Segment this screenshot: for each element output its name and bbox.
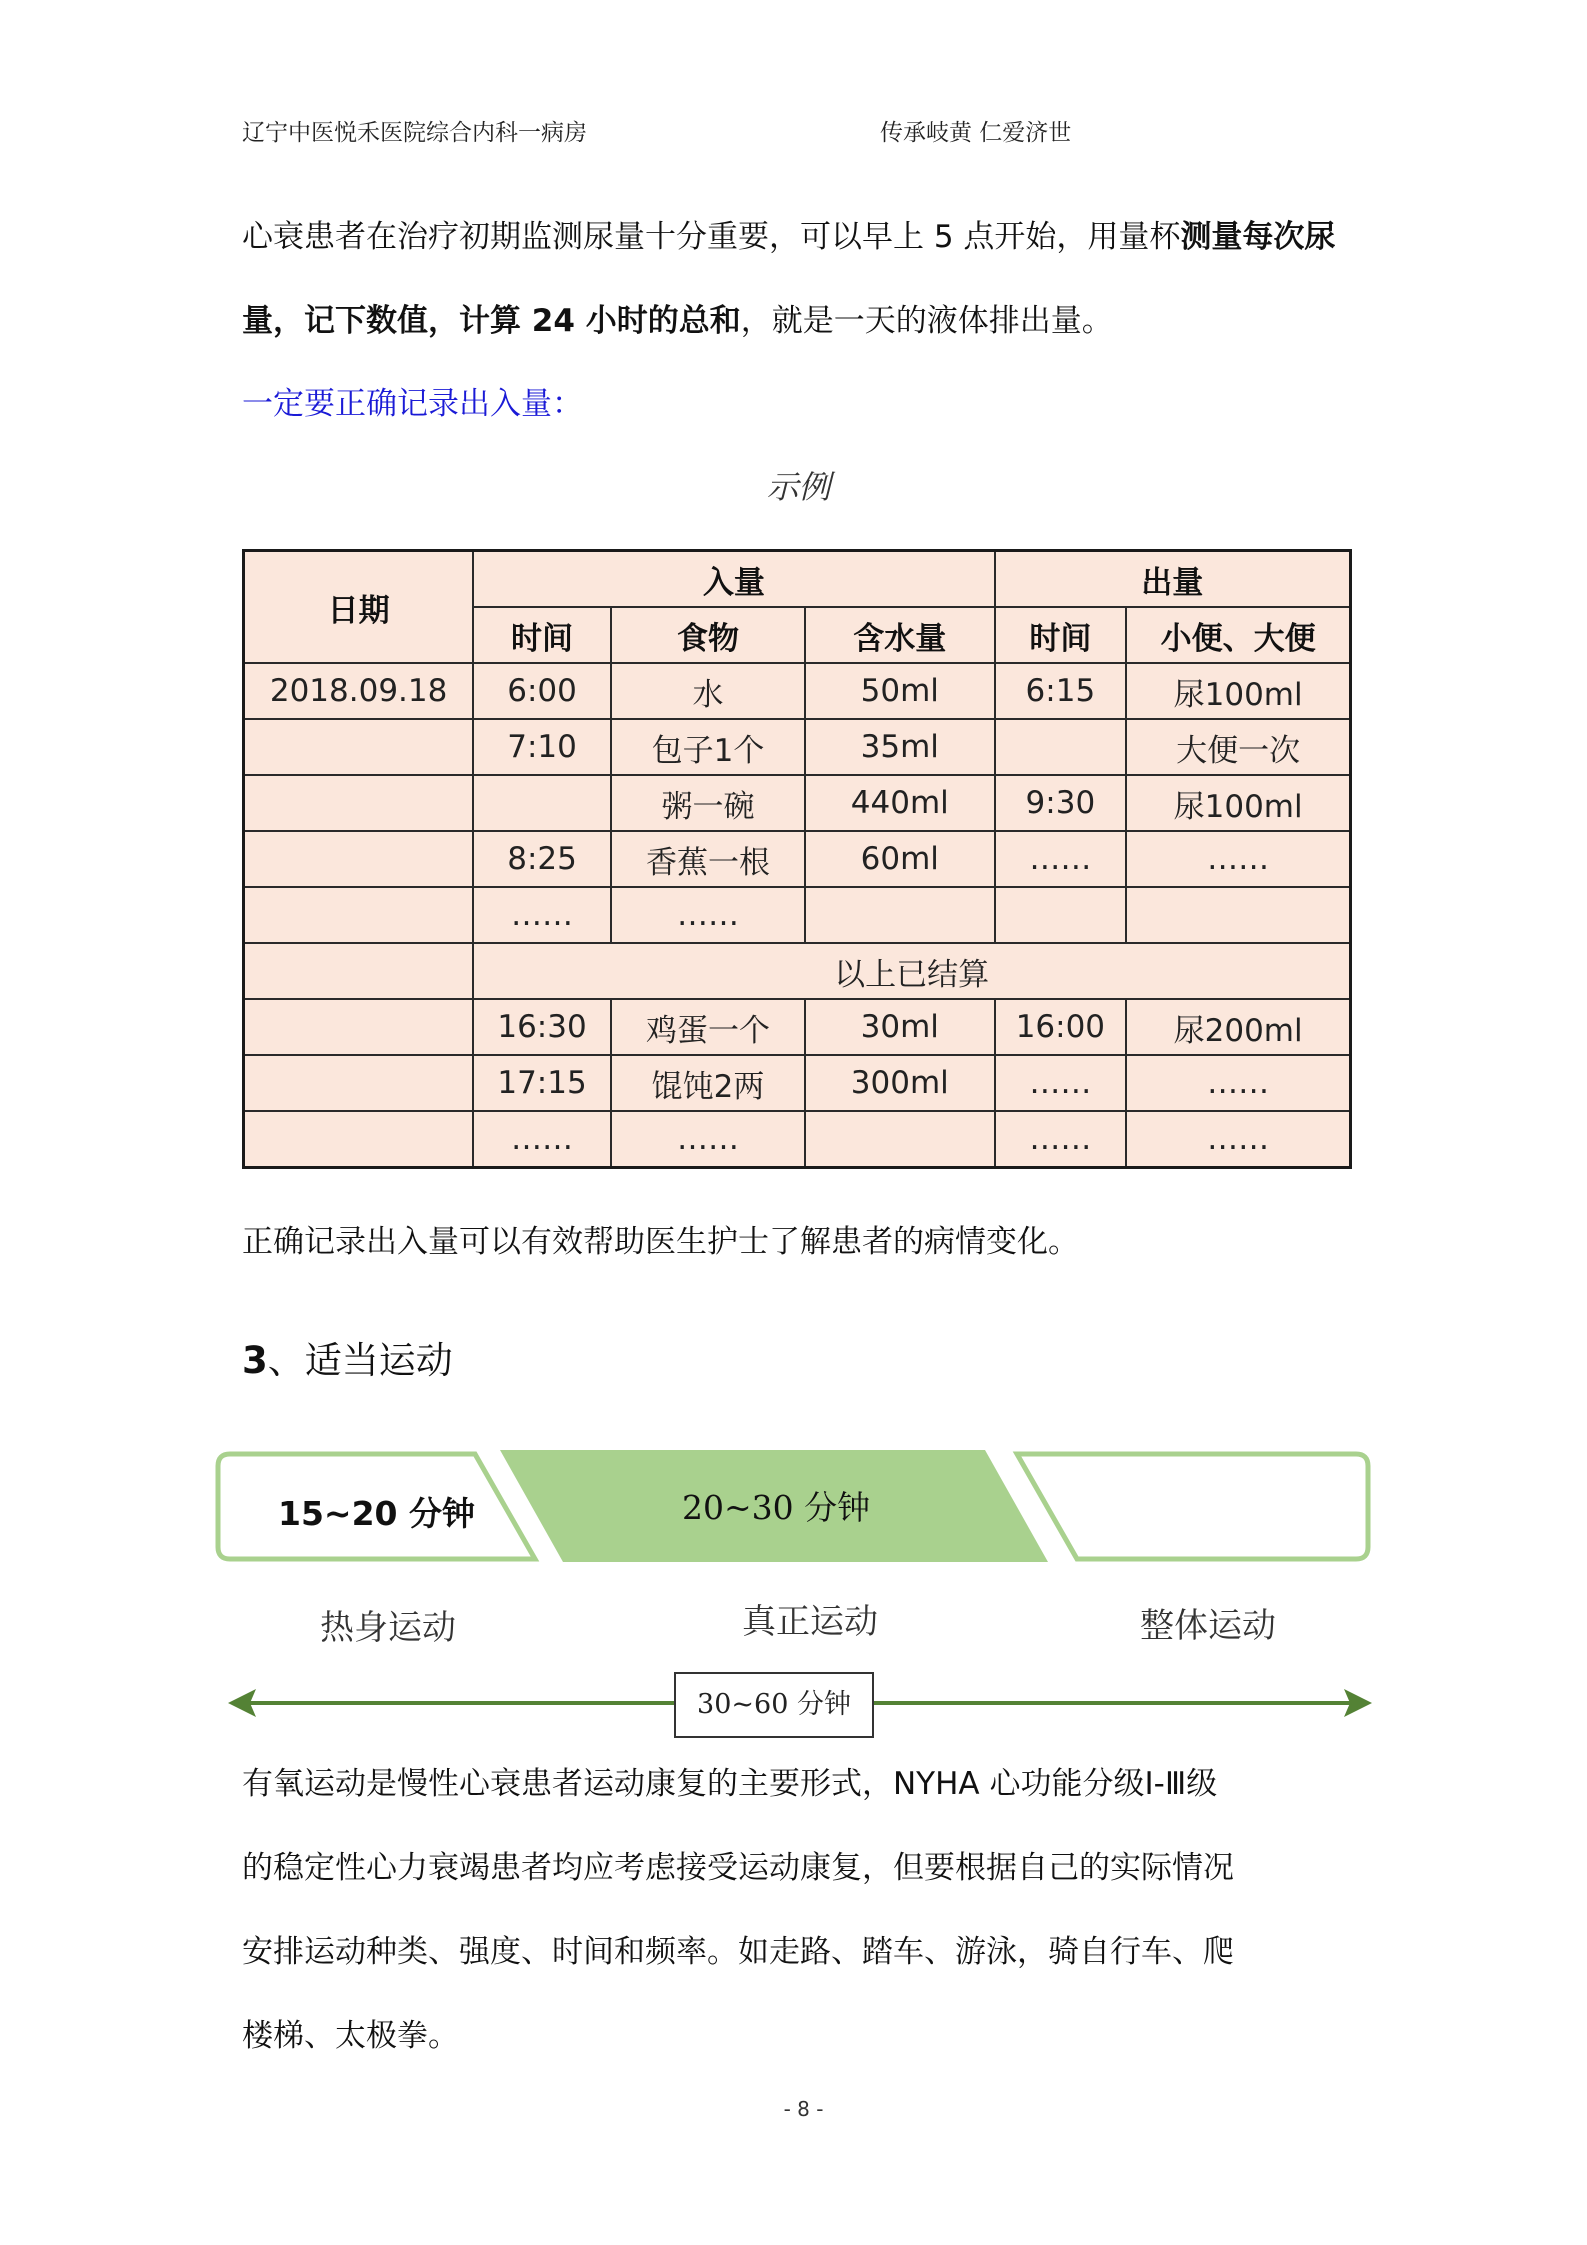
header-hospital-name: 辽宁中医悦禾医院综合内科一病房 bbox=[242, 120, 587, 146]
col-output: 出量 bbox=[995, 551, 1351, 608]
warmup-label: 热身运动 bbox=[320, 1608, 456, 1648]
intro-line2-bold: 量，记下数值，计算 24 小时的总和 bbox=[242, 303, 741, 339]
exercise-line-4: 楼梯、太极拳。 bbox=[242, 2018, 459, 2054]
table-cell: …… bbox=[995, 831, 1127, 887]
table-cell: 7:10 bbox=[473, 719, 611, 775]
record-note: 正确记录出入量可以有效帮助医生护士了解患者的病情变化。 bbox=[242, 1224, 1079, 1260]
table-cell: …… bbox=[1126, 831, 1350, 887]
table-cell: 尿100ml bbox=[1126, 663, 1350, 719]
table-cell: …… bbox=[473, 887, 611, 943]
table-cell: 6:00 bbox=[473, 663, 611, 719]
table-cell: 2018.09.18 bbox=[244, 663, 474, 719]
exercise-line-1: 有氧运动是慢性心衰患者运动康复的主要形式，NYHA 心功能分级Ⅰ-Ⅲ级 bbox=[242, 1766, 1218, 1802]
col-intake: 入量 bbox=[473, 551, 994, 608]
section-title-text: 、适当运动 bbox=[267, 1339, 453, 1382]
col-water-content: 含水量 bbox=[805, 607, 994, 663]
table-cell: 35ml bbox=[805, 719, 994, 775]
exercise-line-2: 的稳定性心力衰竭患者均应考虑接受运动康复，但要根据自己的实际情况 bbox=[242, 1850, 1234, 1886]
intro-line2-plain: ，就是一天的液体排出量。 bbox=[740, 303, 1113, 339]
table-cell: …… bbox=[1126, 1111, 1350, 1168]
intro-line1-bold: 测量每次尿 bbox=[1180, 219, 1336, 255]
table-cell: …… bbox=[611, 1111, 805, 1168]
table-cell: 30ml bbox=[805, 999, 994, 1055]
table-cell: 馄饨2两 bbox=[611, 1055, 805, 1111]
col-output-time: 时间 bbox=[995, 607, 1127, 663]
table-cell: …… bbox=[1126, 1055, 1350, 1111]
table-cell: 6:15 bbox=[995, 663, 1127, 719]
record-heading: 一定要正确记录出入量： bbox=[242, 386, 583, 422]
section-number: 3 bbox=[242, 1339, 268, 1382]
table-cell: 17:15 bbox=[473, 1055, 611, 1111]
table-cell: 9:30 bbox=[995, 775, 1127, 831]
col-date: 日期 bbox=[244, 551, 474, 664]
table-cell: 香蕉一根 bbox=[611, 831, 805, 887]
total-duration-box: 30~60 分钟 bbox=[674, 1672, 874, 1738]
table-cell: …… bbox=[611, 887, 805, 943]
table-cell: …… bbox=[995, 1055, 1127, 1111]
table-cell: 50ml bbox=[805, 663, 994, 719]
cooldown-label: 整体运动 bbox=[1140, 1606, 1276, 1646]
page-number: - 8 - bbox=[783, 2097, 824, 2121]
table-cell: 尿200ml bbox=[1126, 999, 1350, 1055]
table-cell: …… bbox=[473, 1111, 611, 1168]
table-cell: 大便一次 bbox=[1126, 719, 1350, 775]
settled-note: 以上已结算 bbox=[473, 943, 1350, 999]
col-intake-time: 时间 bbox=[473, 607, 611, 663]
intro-line1-plain: 心衰患者在治疗初期监测尿量十分重要，可以早上 5 点开始，用量杯 bbox=[242, 219, 1181, 255]
col-food: 食物 bbox=[611, 607, 805, 663]
table-cell: …… bbox=[995, 1111, 1127, 1168]
cooldown-phase-shape bbox=[1017, 1454, 1368, 1559]
table-cell: 60ml bbox=[805, 831, 994, 887]
example-title: 示例 bbox=[766, 468, 831, 506]
main-exercise-label: 真正运动 bbox=[742, 1602, 878, 1642]
table-cell: 包子1个 bbox=[611, 719, 805, 775]
table-cell: 16:00 bbox=[995, 999, 1127, 1055]
main-duration: 20~30 分钟 bbox=[682, 1488, 871, 1527]
header-motto: 传承岐黄 仁爱济世 bbox=[880, 120, 1072, 146]
table-cell: 8:25 bbox=[473, 831, 611, 887]
exercise-line-3: 安排运动种类、强度、时间和频率。如走路、踏车、游泳，骑自行车、爬 bbox=[242, 1934, 1234, 1970]
table-cell: 水 bbox=[611, 663, 805, 719]
table-cell: 尿100ml bbox=[1126, 775, 1350, 831]
table-cell: 鸡蛋一个 bbox=[611, 999, 805, 1055]
table-cell: 300ml bbox=[805, 1055, 994, 1111]
col-excretion: 小便、大便 bbox=[1126, 607, 1350, 663]
warmup-duration: 15~20 分钟 bbox=[278, 1494, 475, 1533]
table-cell: 16:30 bbox=[473, 999, 611, 1055]
exercise-paragraph bbox=[242, 1742, 1362, 2078]
table-cell: 440ml bbox=[805, 775, 994, 831]
table-cell: 粥一碗 bbox=[611, 775, 805, 831]
